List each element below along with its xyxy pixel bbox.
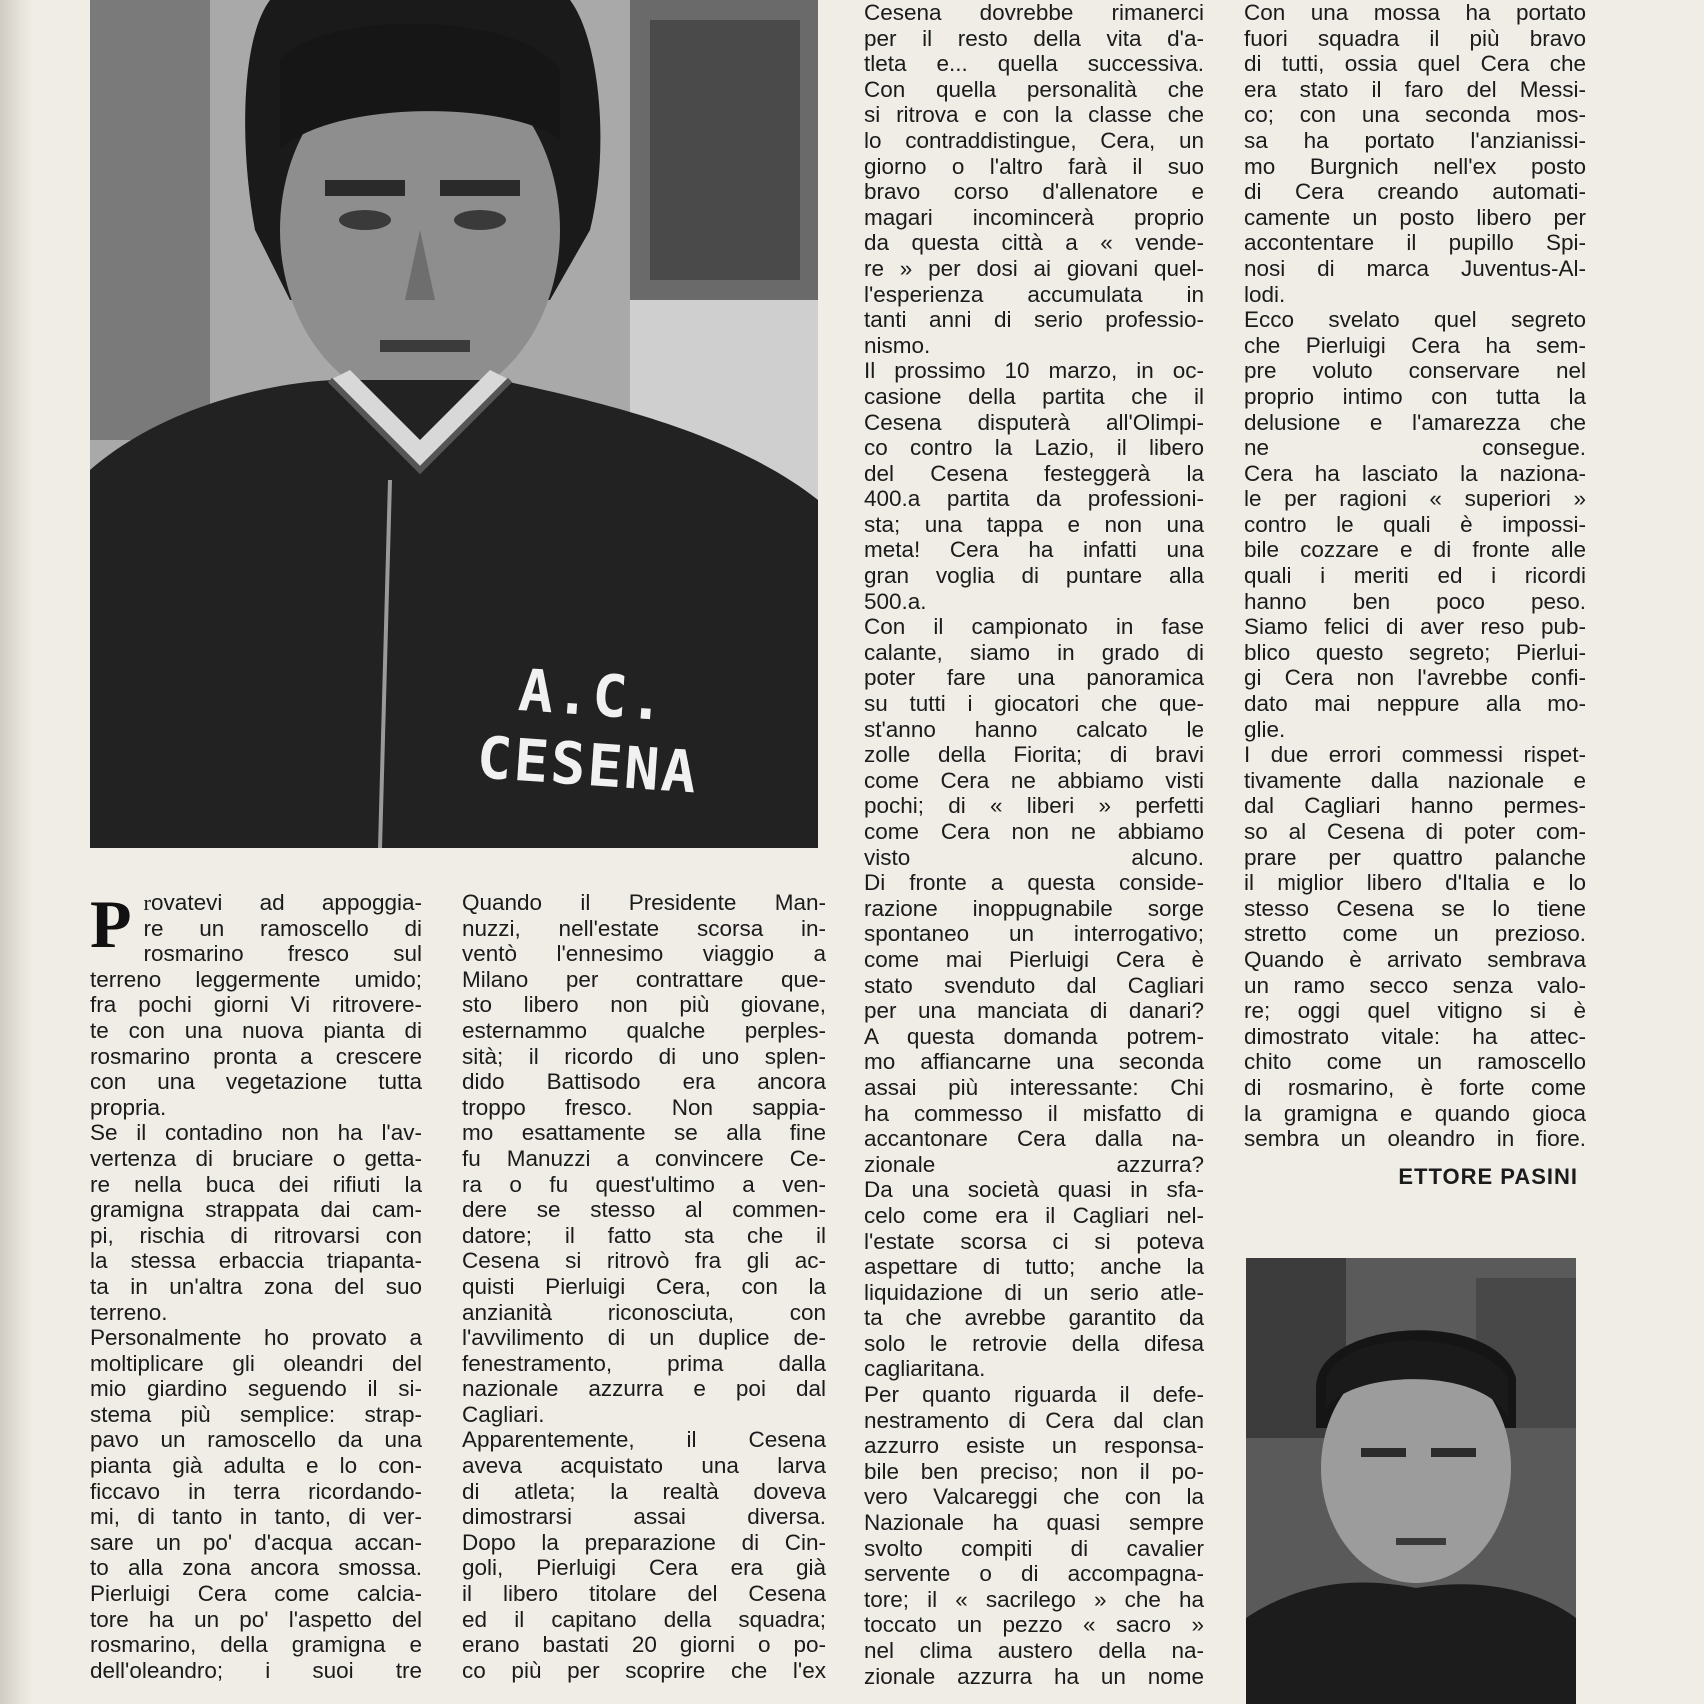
player-photo bbox=[90, 0, 818, 848]
article-author: ETTORE PASINI bbox=[1398, 1164, 1578, 1189]
page-binding-edge bbox=[0, 0, 34, 1704]
paragraph: Di fronte a questa conside- razione inoppugnabile sorge spontaneo un interrogativo; come mai Pierluigi Cera è stato svenduto dal Cagliari per una manciata di danari? A questa domanda potrem- mo affiancarne una seconda assai più interessante: Chi ha commesso il misfatto di accantonare Cera dalla na- zionale azzurra? bbox=[864, 870, 1204, 1177]
article-column-3 bbox=[864, 0, 1204, 1689]
paragraph: Dopo la preparazione di Cin- goli, Pierluigi Cera era già il libero titolare del Cesena ed il capitano della squadra; erano bastati 20 giorni o po- co più per scoprire che l'ex bbox=[462, 1529, 826, 1683]
paragraph: rovatevi ad appoggia- re un ramoscello di rosmarino fresco sul terreno leggermente umido; fra pochi giorni Vi ritrovere- te con una nuova pianta di rosmarino pronta a crescere con una vegetazione tutta propria. bbox=[90, 890, 422, 1120]
paragraph: Da una società quasi in sfa- celo come era il Cagliari nel- l'estate scorsa ci si poteva aspettare di tutto; anche la liquidazione di un serio atle- ta che avrebbe garantito da solo le retrovie della difesa cagliaritana. bbox=[864, 1177, 1204, 1382]
jersey-text: A.C. CESENA bbox=[474, 656, 701, 807]
portrait-photo bbox=[1246, 1258, 1576, 1704]
paragraph: Ecco svelato quel segreto che Pierluigi Cera ha sem- pre voluto conservare nel proprio intimo con tutta la delusione e l'amarezza che ne consegue. bbox=[1244, 307, 1586, 461]
paragraph: I due errori commessi rispet- tivamente dalla nazionale e dal Cagliari hanno permes- so al Cesena di poter com- prare per quattro palanche il miglior libero d'Italia e lo stesso Cesena se lo tiene stretto come un prezioso. Quando è arrivato sembrava un ramo secco senza valo- re; oggi quel vitigno si è dimostrato vitale: ha attec- chito come un ramoscello di rosmarino, è forte come la gramigna e quando gioca sembra un oleandro in fiore. bbox=[1244, 742, 1586, 1152]
paragraph: Il prossimo 10 marzo, in oc- casione della partita che il Cesena disputerà all'Olimpi- co contro la Lazio, il libero del Cesena festeggerà la 400.a partita da professioni- sta; una tappa e non una meta! Cera ha infatti una gran voglia di puntare alla 500.a. bbox=[864, 358, 1204, 614]
portrait-photo-illustration bbox=[1246, 1258, 1576, 1704]
article-column-2 bbox=[462, 890, 826, 1683]
paragraph: Quando il Presidente Man- nuzzi, nell'estate scorsa in- ventò l'ennesimo viaggio a Milano per contrattare que- sto libero non più giovane, esternammo qualche perples- sità; il ricordo di uno splen- dido Battisodo era ancora troppo fresco. Non sappia- mo esattamente se alla fine fu Manuzzi a convincere Ce- ra o fu quest'ultimo a ven- dere se stesso al commen- datore; il fatto sta che il Cesena si ritrovò fra gli ac- quisti Pierluigi Cera, con la anzianità riconosciuta, con l'avvilimento di un duplice de- fenestramento, prima dalla nazionale azzurra e poi dal Cagliari. bbox=[462, 890, 826, 1427]
paragraph: Per quanto riguarda il defe- nestramento di Cera dal clan azzurro esiste un responsa- bile ben preciso; non il po- vero Valcareggi che con la Nazionale ha quasi sempre svolto compiti di cavalier servente o di accompagna- tore; il « sacrilego » che ha toccato un pezzo « sacro » nel clima austero della na- zionale azzurra ha un nome bbox=[864, 1382, 1204, 1689]
drop-cap: P bbox=[90, 886, 132, 962]
article-column-4 bbox=[1244, 0, 1586, 1152]
paragraph: Con una mossa ha portato fuori squadra il più bravo di tutti, ossia quel Cera che era stato il faro del Messi- co; con una seconda mos- sa ha portato l'anzianissi- mo Burgnich nell'ex posto di Cera creando automati- camente un posto libero per accontentare il pupillo Spi- nosi di marca Juventus-Al- lodi. bbox=[1244, 0, 1586, 307]
paragraph: Cesena dovrebbe rimanerci per il resto della vita d'a- tleta e... quella successiva. Con quella personalità che si ritrova e con la classe che lo contraddistingue, Cera, un giorno o l'altro farà il suo bravo corso d'allenatore e magari incomincerà proprio da questa città a « vende- re » per dosi ai giovani quel- l'esperienza accumulata in tanti anni di serio professio- nismo. bbox=[864, 0, 1204, 358]
paragraph: Personalmente ho provato a moltiplicare gli oleandri del mio giardino seguendo il si- stema più semplice: strap- pavo un ramoscello da una pianta già adulta e lo con- ficcavo in terra ricordando- mi, di tanto in tanto, di ver- sare un po' d'acqua accan- to alla zona ancora smossa. Pierluigi Cera come calcia- tore ha un po' l'aspetto del rosmarino, della gramigna e dell'oleandro; i suoi tre bbox=[90, 1325, 422, 1683]
paragraph: Cera ha lasciato la naziona- le per ragioni « superiori » contro le quali è impossi- bile cozzare e di fronte alle quali i meriti ed i ricordi hanno ben poco peso. bbox=[1244, 460, 1586, 614]
paragraph: Con il campionato in fase calante, siamo in grado di poter fare una panoramica su tutti i giocatori che que- st'anno hanno calcato le zolle della Fiorita; di bravi come Cera ne abbiamo visti pochi; di « liberi » perfetti come Cera non ne abbiamo visto alcuno. bbox=[864, 614, 1204, 870]
paragraph: Se il contadino non ha l'av- vertenza di bruciare o getta- re nella buca dei rifiuti la gramigna strappata dai cam- pi, rischia di ritrovarsi con la stessa erbaccia triapanta- ta in un'altra zona del suo terreno. bbox=[90, 1120, 422, 1325]
article-column-1 bbox=[90, 886, 422, 1683]
paragraph: Apparentemente, il Cesena aveva acquistato una larva di atleta; la realtà doveva dimostrarsi assai diversa. bbox=[462, 1427, 826, 1530]
paragraph: Siamo felici di aver reso pub- blico questo segreto; Pierlui- gi Cera non l'avrebbe confi- dato mai neppure alla mo- glie. bbox=[1244, 614, 1586, 742]
